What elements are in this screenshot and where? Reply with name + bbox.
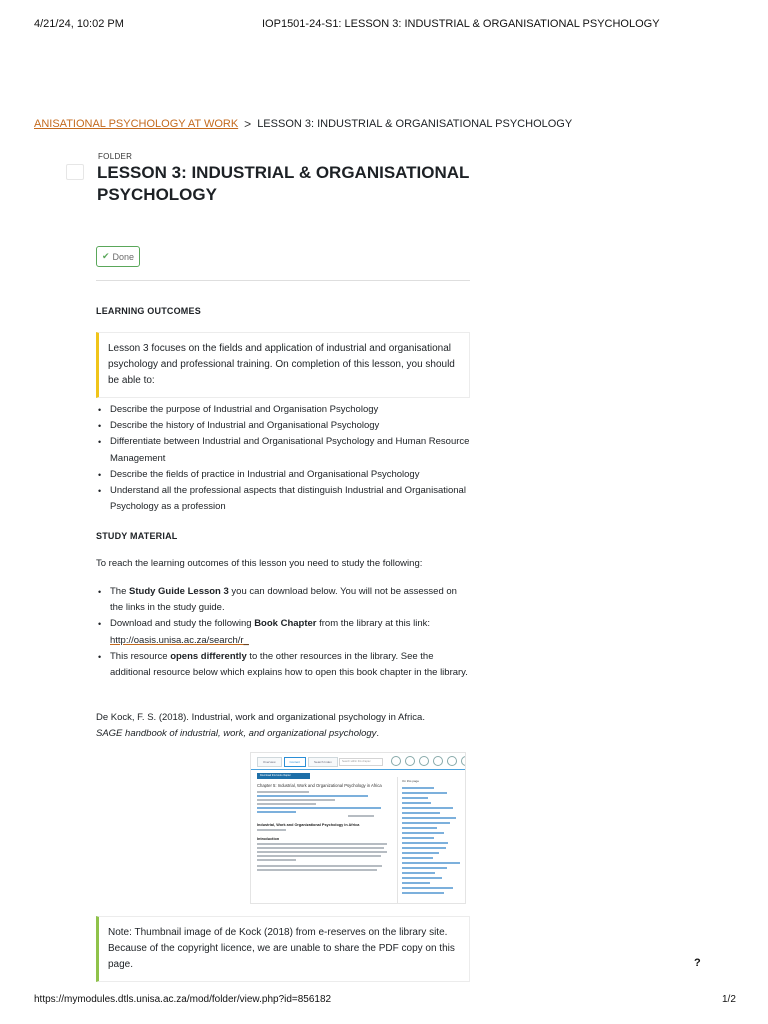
library-search-link[interactable]: http://oasis.unisa.ac.za/search/r_ [110, 634, 249, 646]
thumbnail-tab: Overview [257, 757, 282, 767]
thumbnail-sidebar [397, 777, 466, 903]
toolbar-icon [461, 756, 466, 766]
check-icon: ✔ [101, 251, 110, 261]
list-item: • This resource opens differently to the other resources in the library. See the additional resource below which explains how to open this book chapter in the library. [96, 649, 470, 681]
breadcrumb-current: LESSON 3: INDUSTRIAL & ORGANISATIONAL PSYCHOLOGY [257, 118, 573, 130]
thumbnail-heading: Industrial, Work and Organizational Psychology in Africa [257, 823, 360, 827]
citation-title: SAGE handbook of industrial, work, and organizational psychology [96, 728, 377, 739]
breadcrumb [34, 117, 572, 131]
library-thumbnail-image [250, 752, 466, 904]
list-item: • Download and study the following Book Chapter from the library at this link: http://oasis.unisa.ac.za/search/r_ [96, 616, 470, 648]
breadcrumb-parent-link[interactable]: ANISATIONAL PSYCHOLOGY AT WORK [34, 118, 239, 130]
print-footer-url: https://mymodules.dtls.unisa.ac.za/mod/folder/view.php?id=856182 [34, 994, 332, 1005]
activity-type-label: FOLDER [98, 152, 133, 161]
list-item: • Understand all the professional aspects that distinguish Industrial and Organisational Psychology as a profession [96, 483, 470, 515]
folder-icon [66, 164, 84, 180]
opens-differently-bold: opens differently [170, 650, 247, 662]
thumbnail-note-callout [96, 916, 470, 982]
thumbnail-sidebar-heading: On this page [402, 779, 420, 783]
citation: De Kock, F. S. (2018). Industrial, work and organizational psychology in Africa. SAGE handbook of industrial, work, and organizational psychology. [96, 712, 425, 739]
list-item: • The Study Guide Lesson 3 you can download below. You will not be assessed on the links in the study guide. [96, 584, 470, 616]
learning-outcomes-list [96, 402, 470, 515]
thumbnail-tabs [257, 757, 338, 767]
thumbnail-toolbar [391, 756, 466, 766]
thumbnail-chapter-title: Chapter 5: Industrial, Work and Organizational Psychology in Africa [257, 783, 382, 788]
toolbar-icon [405, 756, 415, 766]
thumbnail-search: Search within this chapter [339, 758, 383, 766]
list-item: • Describe the purpose of Industrial and Organisation Psychology [96, 402, 470, 418]
toolbar-icon [391, 756, 401, 766]
print-datetime: 4/21/24, 10:02 PM [34, 18, 124, 30]
list-item: • Differentiate between Industrial and Organisational Psychology and Human Resource Management [96, 434, 470, 466]
learning-outcomes-callout [96, 332, 470, 398]
learning-outcomes-heading: LEARNING OUTCOMES [96, 306, 201, 316]
thumbnail-tab: Content [284, 757, 307, 767]
study-material-list [96, 584, 470, 681]
divider [96, 280, 470, 281]
thumbnail-rule [251, 769, 465, 770]
thumbnail-content [257, 783, 387, 873]
toolbar-icon [419, 756, 429, 766]
study-guide-bold: Study Guide Lesson 3 [129, 586, 229, 597]
thumbnail-note: Note: Thumbnail image of de Kock (2018) from e-reserves on the library site. Because of the copyright licence, we are unable to share the PDF copy on this page. [108, 927, 455, 970]
page-title: LESSON 3: INDUSTRIAL & ORGANISATIONAL PSYCHOLOGY [97, 163, 470, 204]
print-page-number: 1/2 [722, 994, 736, 1005]
breadcrumb-separator: > [244, 117, 252, 131]
toolbar-icon [447, 756, 457, 766]
list-item: • Describe the fields of practice in Industrial and Organisational Psychology [96, 467, 470, 483]
thumbnail-download-button: Download this book chapter [257, 773, 310, 779]
help-button[interactable]: ? [694, 957, 701, 969]
print-title: IOP1501-24-S1: LESSON 3: INDUSTRIAL & ORGANISATIONAL PSYCHOLOGY [262, 18, 660, 30]
book-chapter-bold: Book Chapter [254, 618, 317, 630]
thumbnail-tab: Search Index [308, 757, 338, 767]
study-material-intro: To reach the learning outcomes of this lesson you need to study the following: [96, 558, 423, 569]
done-label: Done [112, 251, 135, 262]
study-material-heading: STUDY MATERIAL [96, 531, 178, 541]
list-item: • Describe the history of Industrial and Organisational Psychology [96, 418, 470, 434]
toolbar-icon [433, 756, 443, 766]
learning-outcomes-intro: Lesson 3 focuses on the fields and application of industrial and organisational psychology and professional training. On completion of this lesson, you should be able to: [108, 343, 455, 386]
done-button[interactable] [96, 246, 140, 267]
thumbnail-intro-heading: Introduction [257, 837, 280, 841]
